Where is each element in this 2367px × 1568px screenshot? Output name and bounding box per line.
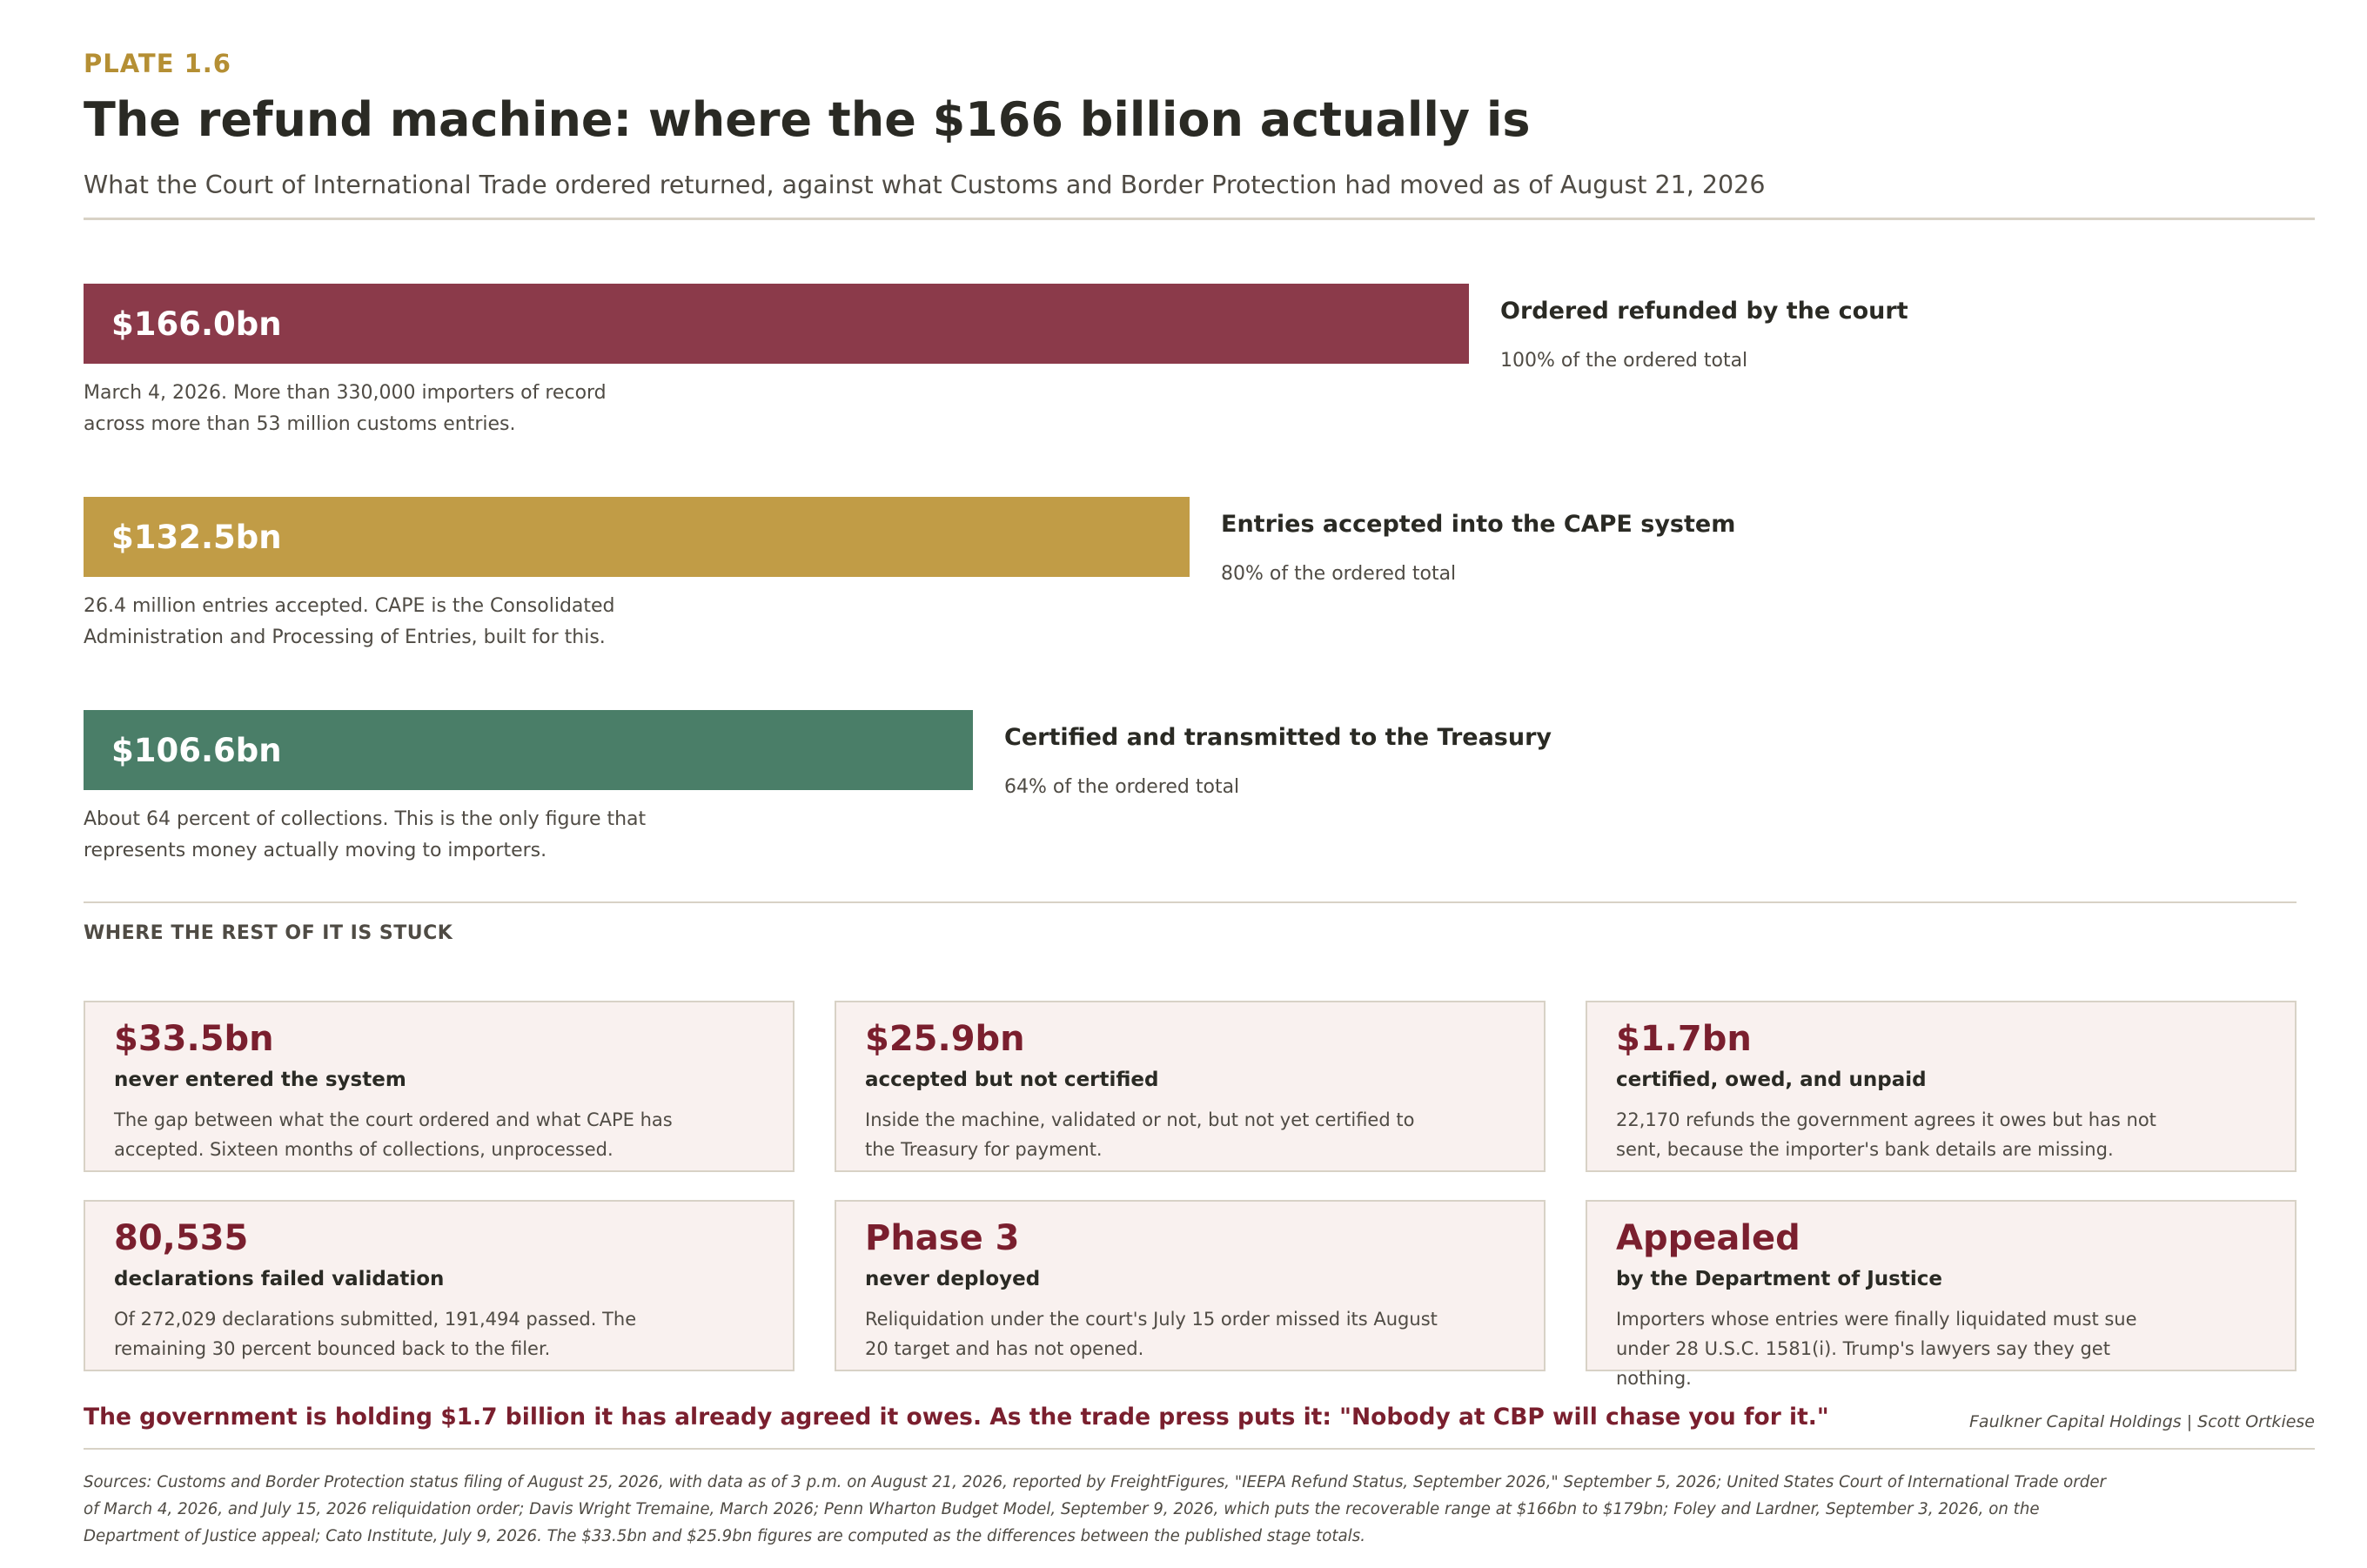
bar-ordered (84, 284, 1469, 364)
header-divider (84, 218, 2315, 220)
section-heading: WHERE THE REST OF IT IS STUCK (84, 922, 453, 944)
card-description: 22,170 refunds the government agrees it owes but has not sent, because the importer's bank details are missing. (1616, 1109, 2156, 1160)
card-label: accepted but not certified (865, 1069, 1159, 1091)
section-divider (84, 901, 2297, 903)
card-description: Importers whose entries were finally liquidated must sue under 28 U.S.C. 1581(i). Trump's lawyers say they get nothing. (1616, 1309, 2137, 1389)
card-value: 80,535 (114, 1218, 249, 1258)
chart-title: The refund machine: where the $166 billion actually is (84, 92, 1531, 147)
bar-accepted (84, 497, 1190, 577)
stuck-card-appealed (1586, 1200, 2297, 1389)
stuck-card-unpaid (1586, 1001, 2297, 1172)
bar-percent-label: 80% of the ordered total (1221, 563, 1457, 585)
card-label: never deployed (865, 1268, 1041, 1290)
chart-subtitle: What the Court of International Trade ordered returned, against what Customs and Border Protection had moved as of August 21, 2026 (84, 171, 1766, 199)
card-label: declarations failed validation (114, 1268, 445, 1290)
card-label: certified, owed, and unpaid (1616, 1069, 1927, 1091)
stuck-card-never-entered (84, 1001, 795, 1172)
card-description: Inside the machine, validated or not, but not yet certified to the Treasury for payment. (865, 1109, 1415, 1160)
footer-divider (84, 1448, 2315, 1450)
bar-value-label: $132.5bn (111, 518, 282, 556)
bar-note: About 64 percent of collections. This is the only figure that represents money actually moving to importers. (84, 808, 647, 861)
stuck-card-phase-3 (835, 1200, 1546, 1371)
card-label: by the Department of Justice (1616, 1268, 1942, 1290)
bar-certified (84, 710, 973, 790)
card-description: Reliquidation under the court's July 15 order missed its August 20 target and has not opened. (865, 1309, 1438, 1359)
bar-category-label: Entries accepted into the CAPE system (1221, 511, 1736, 538)
card-value: Phase 3 (865, 1218, 1020, 1258)
stuck-card-not-certified (835, 1001, 1546, 1172)
card-value: $25.9bn (865, 1019, 1025, 1059)
card-value: $1.7bn (1616, 1019, 1752, 1059)
bar-category-label: Certified and transmitted to the Treasury (1004, 724, 1552, 751)
card-description: Of 272,029 declarations submitted, 191,494 passed. The remaining 30 percent bounced back to the filer. (114, 1309, 637, 1359)
card-value: $33.5bn (114, 1019, 274, 1059)
bar-value-label: $106.6bn (111, 731, 282, 769)
bar-category-label: Ordered refunded by the court (1500, 298, 1908, 325)
pull-quote: The government is holding $1.7 billion it has already agreed it owes. As the trade press puts it: "Nobody at CBP will chase you for it." (84, 1404, 1829, 1431)
byline: Faulkner Capital Holdings | Scott Ortkiese (1969, 1412, 2315, 1431)
bar-value-label: $166.0bn (111, 305, 282, 343)
sources-note: Sources: Customs and Border Protection status filing of August 25, 2026, with data as of 3 p.m. on August 21, 2026, reported by FreightFigures, "IEEPA Refund Status, September 2026," September 5, 2026; United States Court of International Trade order of March 4, 2026, and July 15, 2026 reliquidation order; Davis Wright Tremaine, March 2026; Penn Wharton Budget Model, September 9, 2026, which puts the recoverable range at $166bn to $179bn; Foley and Lardner, September 3, 2026, on the Department of Justice appeal; Cato Institute, July 9, 2026. The $33.5bn and $25.9bn figures are computed as the differences between the published stage totals. (84, 1473, 2106, 1545)
plate-number: PLATE 1.6 (84, 49, 231, 78)
bar-note: March 4, 2026. More than 330,000 importers of record across more than 53 million customs entries. (84, 382, 607, 435)
stuck-card-failed-validation (84, 1200, 795, 1371)
card-value: Appealed (1616, 1218, 1800, 1258)
bar-percent-label: 100% of the ordered total (1500, 350, 1748, 372)
bar-note: 26.4 million entries accepted. CAPE is the Consolidated Administration and Processing of Entries, built for this. (84, 595, 615, 648)
bar-percent-label: 64% of the ordered total (1004, 776, 1240, 798)
card-description: The gap between what the court ordered and what CAPE has accepted. Sixteen months of collections, unprocessed. (114, 1109, 673, 1160)
card-label: never entered the system (114, 1069, 406, 1091)
